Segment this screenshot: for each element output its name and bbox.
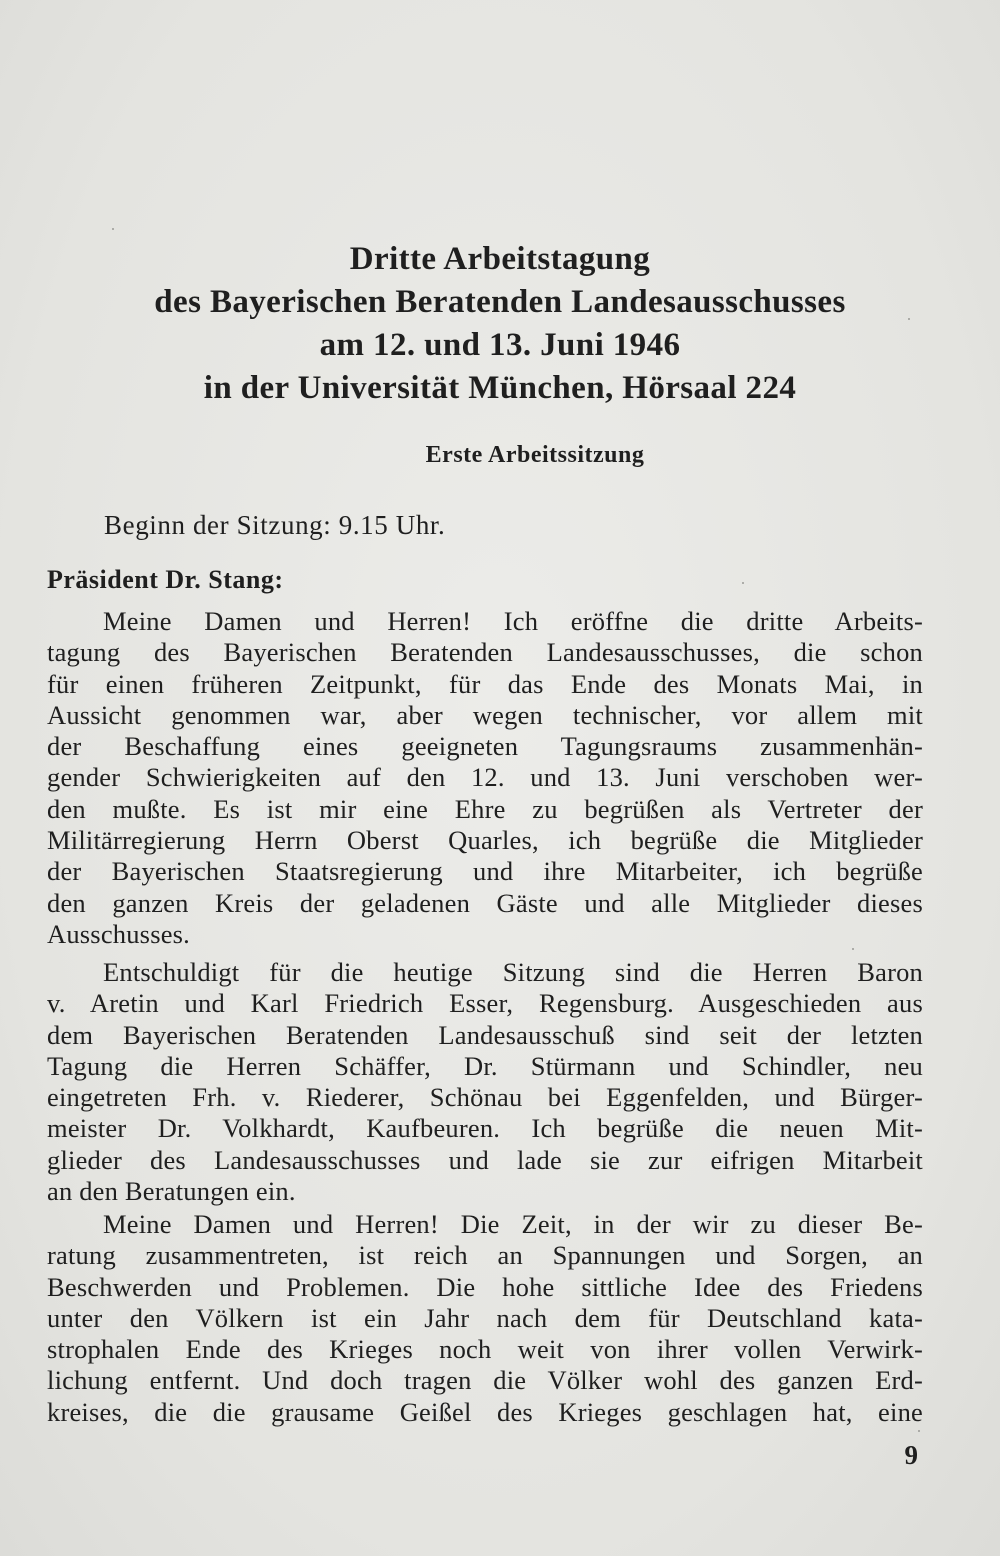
text-line: glieder des Landesausschusses und lade sie zur eifrigen Mitarbeit [47,1144,923,1175]
paragraph-2 [47,957,923,1207]
title-line-4: in der Universität München, Hörsaal 224 [203,370,797,406]
paper-speck [908,318,910,320]
text-line: der Beschaffung eines geeigneten Tagungsraums zusammenhän- [47,731,923,762]
text-line: unter den Völkern ist ein Jahr nach dem für Deutschland kata- [47,1302,923,1333]
document-title [60,238,940,410]
text-line: der Bayerischen Staatsregierung und ihre Mitarbeiter, ich begrüße [47,856,923,887]
text-line: Beschwerden und Problemen. Die hohe sittliche Idee des Friedens [47,1271,923,1302]
text-line: kreises, die die grausame Geißel des Krieges geschlagen hat, eine [47,1396,923,1427]
text-line: Ausschusses. [47,918,191,949]
text-line: gender Schwierigkeiten auf den 12. und 13. Juni verschoben wer- [47,762,923,793]
paper-speck [918,1430,920,1432]
title-line-3: am 12. und 13. Juni 1946 [319,327,681,363]
speaker-heading: Präsident Dr. Stang: [47,565,284,594]
paper-speck [852,948,854,950]
text-line: für einen früheren Zeitpunkt, für das Ende des Monats Mai, in [47,668,923,699]
text-line: dem Bayerischen Beratenden Landesausschuß sind seit der letzten [47,1019,923,1050]
paper-speck [112,228,114,230]
text-line: eingetreten Frh. v. Riederer, Schönau bei Eggenfelden, und Bürger- [47,1082,923,1113]
session-start-time: Beginn der Sitzung: 9.15 Uhr. [104,510,446,540]
text-line: v. Aretin und Karl Friedrich Esser, Regensburg. Ausgeschieden aus [47,988,923,1019]
text-line: Meine Damen und Herren! Die Zeit, in der wir zu dieser Be- [103,1209,923,1239]
title-line-1: Dritte Arbeitstagung [349,241,651,277]
text-line: Aussicht genommen war, aber wegen technischer, vor allem mit [47,699,923,730]
text-line: den ganzen Kreis der geladenen Gäste und alle Mitglieder dieses [47,887,923,918]
text-line: lichung entfernt. Und doch tragen die Völker wohl des ganzen Erd- [47,1365,923,1396]
page-number: 9 [904,1440,918,1470]
text-line: Tagung die Herren Schäffer, Dr. Stürmann und Schindler, neu [47,1050,923,1081]
text-line: ratung zusammentreten, ist reich an Spannungen und Sorgen, an [47,1240,923,1271]
text-line: Militärregierung Herrn Oberst Quarles, ich begrüße die Mitglieder [47,825,923,856]
paragraph-3 [47,1209,923,1428]
text-line: strophalen Ende des Krieges noch weit von ihrer vollen Verwirk- [47,1334,923,1365]
text-line: tagung des Bayerischen Beratenden Landesausschusses, die schon [47,637,923,668]
text-line: den mußte. Es ist mir eine Ehre zu begrüßen als Vertreter der [47,793,923,824]
text-line: meister Dr. Volkhardt, Kaufbeuren. Ich begrüße die neuen Mit- [47,1113,923,1144]
title-line-2: des Bayerischen Beratenden Landesausschusses [154,284,846,320]
session-subtitle: Erste Arbeitssitzung [425,442,645,468]
paragraph-1 [47,606,923,950]
text-line: Entschuldigt für die heutige Sitzung sind die Herren Baron [103,957,923,987]
paper-speck [742,582,744,584]
text-line: Meine Damen und Herren! Ich eröffne die dritte Arbeits- [103,606,923,636]
text-line: an den Beratungen ein. [47,1176,296,1207]
